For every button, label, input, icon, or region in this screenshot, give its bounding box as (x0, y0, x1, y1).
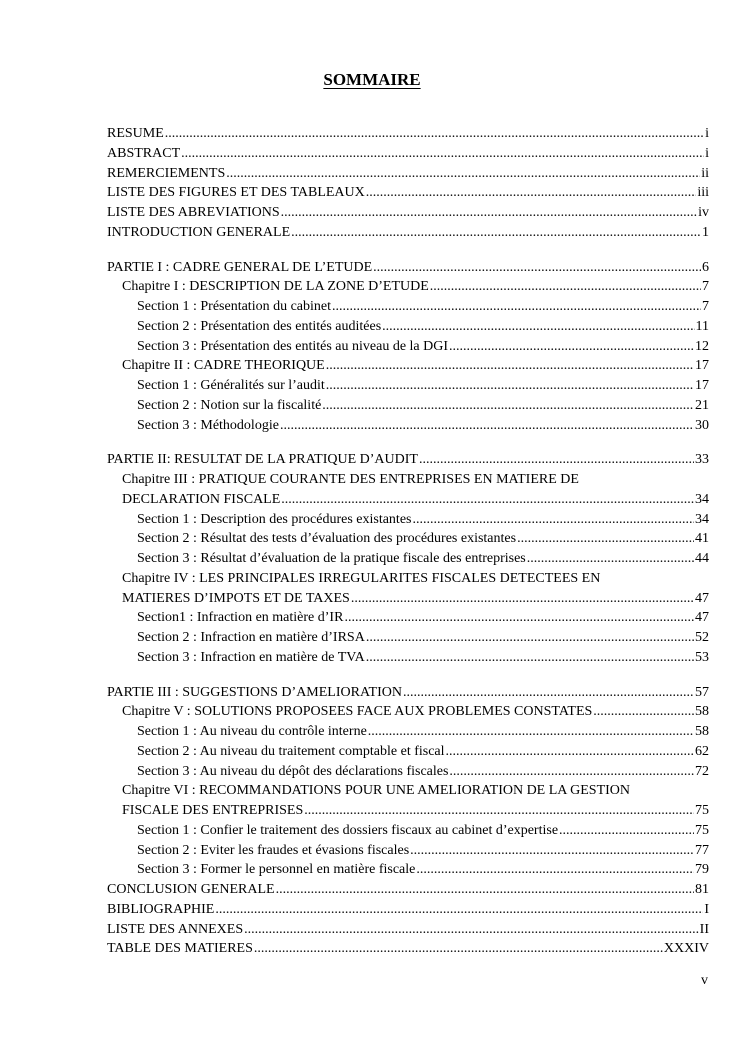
toc-entry-label: Section 1 : Présentation du cabinet (137, 299, 332, 314)
dot-leader (165, 124, 704, 144)
dot-leader (215, 900, 703, 920)
toc-entry-page: iv (698, 205, 709, 220)
toc-section-entry[interactable] (107, 297, 709, 317)
dot-leader (351, 589, 694, 609)
toc-entry-page: XXXIV (663, 941, 709, 957)
toc-entry-label: Section1 : Infraction en matière d’IR (137, 610, 344, 626)
toc-entry-label: Section 3 : Former le personnel en matière fiscale (137, 862, 416, 878)
toc-entry[interactable] (107, 144, 709, 164)
dot-leader (382, 317, 694, 337)
toc-entry-label: LISTE DES FIGURES ET DES TABLEAUX (107, 185, 365, 201)
toc-entry-label: LISTE DES ANNEXES (107, 921, 244, 937)
toc-entry-page: i (705, 126, 709, 141)
toc-entry[interactable] (107, 164, 709, 184)
toc-entry-label: LISTE DES ABREVIATIONS (107, 205, 280, 220)
dot-leader (344, 608, 694, 628)
dot-leader (254, 939, 663, 959)
toc-entry-label: Section 3 : Infraction en matière de TVA (137, 649, 365, 665)
toc-entry-page: 47 (695, 590, 709, 606)
toc-entry-page: 72 (695, 763, 709, 779)
dot-leader (244, 920, 699, 940)
dot-leader (280, 416, 694, 436)
toc-entry-page: i (705, 145, 709, 161)
page-title: SOMMAIRE (323, 70, 421, 89)
toc-section-entry[interactable] (107, 762, 709, 782)
section-gap (107, 435, 709, 450)
toc-entry-label: Section 2 : Infraction en matière d’IRSA (137, 630, 365, 645)
toc-entry-page: iii (697, 185, 709, 201)
toc-section-entry[interactable] (107, 317, 709, 337)
toc-entry-label: Section 2 : Présentation des entités auditées (137, 318, 382, 334)
toc-entry[interactable] (107, 223, 709, 243)
table-of-contents (107, 124, 709, 959)
toc-entry-page: 7 (702, 279, 709, 295)
toc-entry[interactable] (107, 900, 709, 920)
toc-entry-label: Section 3 : Présentation des entités au niveau de la DGI (137, 338, 449, 354)
toc-entry-page: 12 (695, 338, 709, 354)
toc-entry-page: 77 (695, 842, 709, 858)
toc-entry-page: 79 (695, 862, 709, 878)
toc-entry[interactable] (107, 920, 709, 940)
toc-section-entry[interactable] (107, 841, 709, 861)
toc-entry-page: 41 (695, 531, 709, 547)
toc-entry-page: 17 (695, 358, 709, 374)
toc-entry-page: 21 (695, 397, 709, 413)
toc-section-entry[interactable] (107, 376, 709, 396)
dot-leader (326, 356, 694, 376)
toc-entry-page: 52 (695, 630, 709, 645)
toc-entry-page: II (699, 921, 709, 937)
toc-section-entry[interactable] (107, 722, 709, 742)
toc-entry-label: PARTIE II: RESULTAT DE LA PRATIQUE D’AUDIT (107, 452, 418, 468)
toc-entry-page: 47 (695, 610, 709, 626)
toc-entry-label: FISCALE DES ENTREPRISES (122, 803, 304, 818)
dot-leader (276, 880, 694, 900)
toc-entry[interactable] (107, 203, 709, 223)
dot-leader (366, 648, 694, 668)
toc-entry-label: INTRODUCTION GENERALE (107, 224, 291, 240)
toc-section-entry[interactable] (107, 821, 709, 841)
toc-entry-label: ABSTRACT (107, 145, 181, 161)
toc-entry-label: Section 1 : Confier le traitement des dossiers fiscaux au cabinet d’expertise (137, 822, 559, 838)
toc-entry-page: 53 (695, 649, 709, 665)
toc-chapter-entry[interactable] (107, 702, 709, 722)
toc-entry-label: PARTIE I : CADRE GENERAL DE L’ETUDE (107, 259, 373, 275)
toc-entry-page: 75 (695, 803, 709, 818)
dot-leader (304, 801, 694, 821)
toc-entry-page: ii (701, 165, 709, 181)
toc-section-entry[interactable] (107, 416, 709, 436)
toc-entry[interactable] (107, 939, 709, 959)
dot-leader (226, 164, 700, 184)
dot-leader (403, 683, 694, 703)
dot-leader (449, 762, 694, 782)
toc-entry-label: Section 1 : Généralités sur l’audit (137, 378, 325, 393)
toc-entry-page: 57 (695, 684, 709, 700)
dot-leader (366, 183, 697, 203)
dot-leader (517, 529, 694, 549)
dot-leader (593, 702, 694, 722)
toc-entry[interactable] (107, 880, 709, 900)
toc-entry-title-line: Chapitre IV : LES PRINCIPALES IRREGULARITES FISCALES DETECTEES EN (122, 570, 601, 586)
section-gap (107, 243, 709, 258)
toc-entry-page: 58 (695, 704, 709, 720)
toc-entry-page: 34 (695, 511, 709, 527)
dot-leader (527, 549, 694, 569)
toc-entry-label: MATIERES D’IMPOTS ET DE TAXES (122, 590, 350, 606)
toc-entry-label: REMERCIEMENTS (107, 165, 226, 181)
toc-entry[interactable] (107, 683, 709, 703)
toc-entry-page: 17 (695, 378, 709, 393)
dot-leader (322, 396, 694, 416)
dot-leader (291, 223, 701, 243)
toc-entry-label: Section 2 : Notion sur la fiscalité (137, 397, 322, 413)
toc-entry[interactable] (107, 124, 709, 144)
toc-section-entry[interactable] (107, 742, 709, 762)
toc-section-entry[interactable] (107, 648, 709, 668)
toc-entry-label: CONCLUSION GENERALE (107, 882, 275, 897)
toc-entry-title-line: Chapitre III : PRATIQUE COURANTE DES ENTREPRISES EN MATIERE DE (122, 472, 579, 487)
toc-section-entry[interactable] (107, 396, 709, 416)
toc-entry-label: Section 1 : Description des procédures existantes (137, 511, 412, 527)
dot-leader (419, 450, 694, 470)
dot-leader (332, 297, 701, 317)
dot-leader (326, 376, 694, 396)
toc-entry-title-line: Chapitre VI : RECOMMANDATIONS POUR UNE AMELIORATION DE LA GESTION (122, 783, 631, 799)
toc-chapter-entry[interactable] (107, 490, 709, 510)
toc-chapter-entry[interactable] (107, 589, 709, 609)
toc-section-entry[interactable] (107, 529, 709, 549)
dot-leader (366, 628, 694, 648)
toc-entry-page: 1 (702, 224, 709, 240)
toc-entry[interactable] (107, 258, 709, 278)
toc-entry-label: Section 1 : Au niveau du contrôle interne (137, 724, 367, 739)
toc-entry-label: BIBLIOGRAPHIE (107, 901, 215, 917)
toc-entry-page: 81 (695, 882, 709, 897)
toc-entry-page: 7 (702, 299, 709, 314)
toc-entry[interactable] (107, 183, 709, 203)
toc-entry-page: 11 (695, 318, 709, 334)
toc-entry-label: Section 2 : Résultat des tests d’évaluation des procédures existantes (137, 531, 517, 547)
toc-entry-page: 58 (695, 724, 709, 739)
dot-leader (416, 860, 694, 880)
section-gap (107, 668, 709, 683)
toc-section-entry[interactable] (107, 860, 709, 880)
toc-entry-page: 75 (695, 822, 709, 838)
dot-leader (410, 841, 694, 861)
toc-section-entry[interactable] (107, 337, 709, 357)
dot-leader (281, 490, 694, 510)
toc-entry-label: Chapitre II : CADRE THEORIQUE (122, 358, 325, 374)
toc-section-entry[interactable] (107, 608, 709, 628)
toc-entry-label: Section 2 : Eviter les fraudes et évasions fiscales (137, 842, 410, 858)
toc-entry-label: Section 3 : Méthodologie (137, 417, 279, 433)
dot-leader (181, 144, 704, 164)
toc-entry-label: RESUME (107, 126, 164, 141)
toc-entry-label: Chapitre V : SOLUTIONS PROPOSEES FACE AUX PROBLEMES CONSTATES (122, 704, 593, 720)
toc-chapter-entry[interactable] (107, 356, 709, 376)
toc-entry-page: 44 (695, 551, 709, 566)
toc-section-entry[interactable] (107, 549, 709, 569)
dot-leader (449, 337, 694, 357)
toc-entry-label: Section 3 : Au niveau du dépôt des déclarations fiscales (137, 763, 449, 779)
toc-section-entry[interactable] (107, 510, 709, 530)
toc-section-entry[interactable] (107, 628, 709, 648)
toc-entry-label: PARTIE III : SUGGESTIONS D’AMELIORATION (107, 684, 402, 700)
dot-leader (559, 821, 694, 841)
toc-entry-label: Chapitre I : DESCRIPTION DE LA ZONE D’ETUDE (122, 279, 429, 295)
page-number: v (701, 973, 708, 988)
dot-leader (430, 277, 701, 297)
toc-entry-page: 62 (695, 743, 709, 759)
toc-entry-page: 30 (695, 417, 709, 433)
toc-chapter-entry[interactable] (107, 801, 709, 821)
dot-leader (412, 510, 694, 530)
dot-leader (373, 258, 701, 278)
dot-leader (281, 203, 697, 223)
toc-entry-label: TABLE DES MATIERES (107, 941, 253, 957)
dot-leader (368, 722, 694, 742)
toc-entry[interactable] (107, 450, 709, 470)
toc-entry-label: Section 3 : Résultat d’évaluation de la pratique fiscale des entreprises (137, 551, 526, 566)
toc-entry-page: 6 (702, 259, 709, 275)
toc-entry-page: 34 (695, 491, 709, 507)
toc-entry-page: 33 (695, 452, 709, 468)
toc-entry-label: DECLARATION FISCALE (122, 491, 281, 507)
toc-entry-label: Section 2 : Au niveau du traitement comptable et fiscal (137, 743, 445, 759)
toc-chapter-entry[interactable] (107, 277, 709, 297)
dot-leader (446, 742, 694, 762)
toc-entry-page: I (704, 901, 709, 917)
